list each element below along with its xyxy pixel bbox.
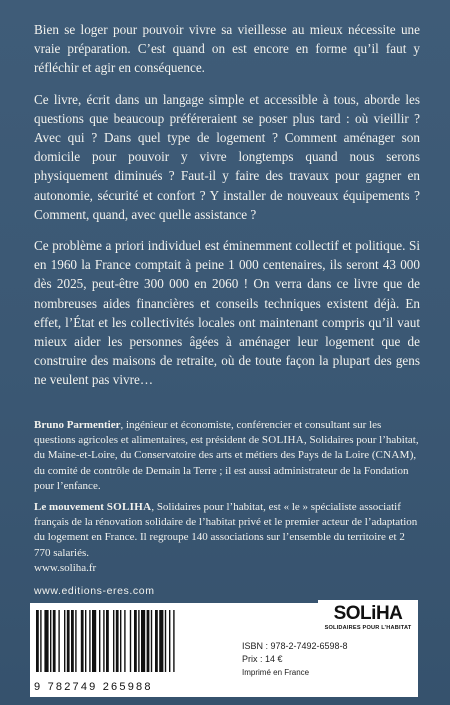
logo-mark: SOLiHA <box>333 603 403 624</box>
logo-tagline: SOLIDAIRES POUR L’HABITAT <box>324 625 412 631</box>
book-summary <box>34 20 420 402</box>
publisher-website-link[interactable]: www.editions-eres.com <box>34 585 155 597</box>
price-text: Prix : 14 € <box>242 654 283 664</box>
summary-paragraph-3: Ce problème a priori individuel est éminemment collectif et politique. Si en 1960 la France comptait à peine 1 000 centenaires, ils seront 43 000 dès 2025, peut-être 300 000 en 2060 ! On verra dans ce livre que de nombreuses aides financières et conseils techniques existent déjà. En effet, l’État et les collectivités locales ont maintenant compris qu’il vaut mieux aider les personnes âgées à aménager leur logement que de construire des maisons de retraite, où de toute façon la plupart des gens ne veulent pas vivre… <box>34 238 420 388</box>
summary-paragraph-1: Bien se loger pour pouvoir vivre sa vieillesse au mieux nécessite une vraie préparation. C’est quand on est encore en forme qu’il faut y réfléchir et agir en conséquence. <box>34 22 420 76</box>
isbn-text: ISBN : 978-2-7492-6598-8 <box>242 641 348 651</box>
soliha-website-link[interactable]: www.soliha.fr <box>34 561 97 574</box>
author-bio: Bruno Parmentier, ingénieur et économiste, conférencier et consultant sur les questions agricoles et alimentaires, est président de SOLIHA, Solidaires pour l’habitat, du Maine-et-Loire, du Conservatoire des arts et métiers des Pays de la Loire (CNAM), du comité de contrôle de Demain la Terre ; il est aussi administrateur de la Fondation pour l’enfance. <box>34 419 419 492</box>
printed-in-text: Imprimé en France <box>242 668 310 677</box>
product-info <box>242 640 348 679</box>
author-section <box>34 418 420 582</box>
barcode-digits: 9 782749 265988 <box>34 681 153 693</box>
barcode-icon <box>30 606 226 682</box>
soliha-logo <box>318 600 418 636</box>
author-name: Bruno Parmentier <box>34 419 121 431</box>
movement-description: Le mouvement SOLIHA, Solidaires pour l’habitat, est « le » spécialiste associatif français de la rénovation solidaire de l’habitat privé et le premier acteur de l’adaptation du logement en France. Il regroupe 140 associations sur l’ensemble du territoire et 2 770 salariés. www.soliha.fr <box>34 501 418 574</box>
summary-paragraph-2: Ce livre, écrit dans un langage simple et accessible à tous, aborde les questions que beaucoup préféreraient se poser plus tard : où vieillir ? Avec qui ? Dans quel type de logement ? Comment aménager son domicile pour pouvoir y vivre longtemps quand nous serons physiquement diminués ? Faut-il y faire des travaux pour gagner en autonomie, sécurité et confort ? Y installer de nouveaux équipements ? Comment, quand, avec quelle assistance ? <box>34 91 420 222</box>
